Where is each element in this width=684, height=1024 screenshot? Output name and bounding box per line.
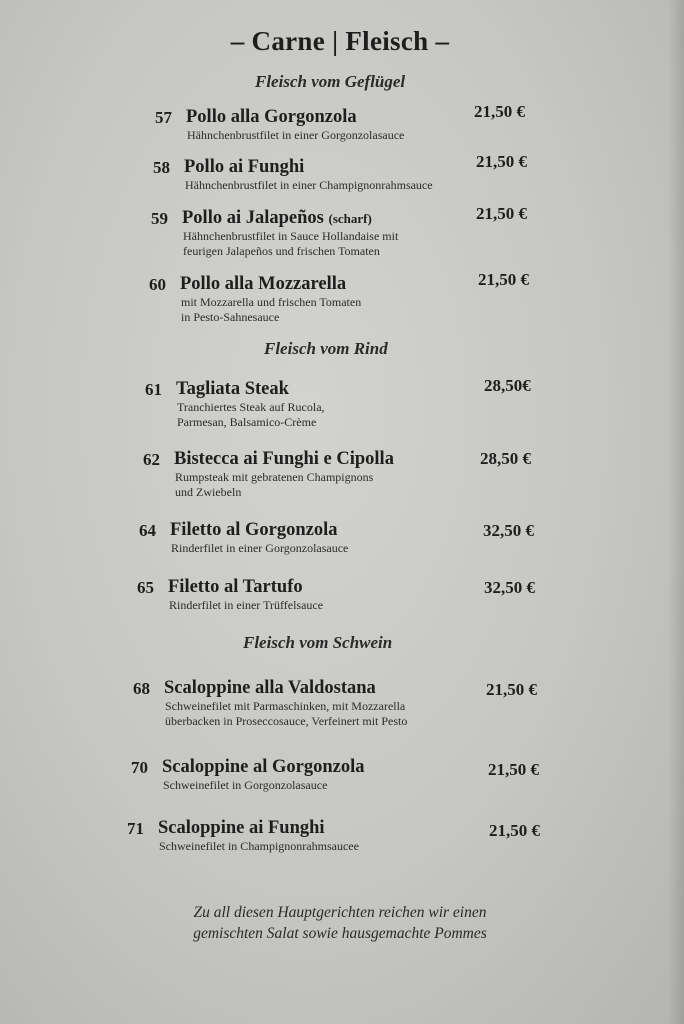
item-description-line: Schweinefilet in Gorgonzolasauce [163, 778, 328, 792]
item-description [175, 470, 373, 500]
item-name [182, 208, 372, 229]
item-number: 61 [145, 380, 162, 399]
item-description [183, 229, 398, 259]
item-description-line: Hähnchenbrustfilet in Sauce Hollandaise mit [183, 229, 399, 243]
item-name [180, 274, 346, 295]
item-description [165, 699, 407, 729]
item-number: 64 [139, 521, 156, 540]
item-name-text: Pollo ai Jalapeños [182, 208, 324, 228]
item-price: 21,50 € [486, 680, 537, 699]
item-name-text: Pollo alla Gorgonzola [186, 107, 357, 127]
item-number: 59 [151, 209, 168, 228]
item-description [159, 839, 359, 854]
item-description [177, 400, 325, 430]
item-number: 57 [155, 108, 172, 127]
item-name-text: Tagliata Steak [176, 379, 289, 399]
item-price: 32,50 € [484, 578, 535, 597]
item-description-line: Rumpsteak mit gebratenen Champignons [175, 470, 374, 484]
item-description-line: Tranchiertes Steak auf Rucola, [177, 400, 325, 414]
item-name-text: Scaloppine ai Funghi [158, 818, 325, 838]
item-description-line: Parmesan, Balsamico-Crème [177, 415, 317, 429]
item-price: 32,50 € [483, 521, 534, 540]
item-name-text: Scaloppine al Gorgonzola [162, 757, 365, 777]
item-name-text: Scaloppine alla Valdostana [164, 678, 376, 698]
item-name-text: Filetto al Gorgonzola [170, 520, 338, 540]
section-heading: Fleisch vom Geflügel [255, 72, 406, 91]
item-name-text: Filetto al Tartufo [168, 577, 303, 597]
item-description [185, 178, 433, 193]
item-price: 21,50 € [476, 204, 527, 223]
item-price: 21,50 € [488, 760, 539, 779]
item-number: 58 [153, 158, 170, 177]
item-name [174, 449, 394, 470]
item-number: 60 [149, 275, 166, 294]
item-description-line: Rinderfilet in einer Gorgonzolasauce [171, 541, 349, 555]
item-description [171, 541, 348, 556]
item-description-line: Hähnchenbrustfilet in einer Gorgonzolasauce [187, 128, 405, 142]
item-description [163, 778, 327, 793]
item-price: 28,50€ [484, 376, 531, 395]
item-name [186, 107, 357, 128]
footer-line: gemischten Salat sowie hausgemachte Pommes [193, 925, 487, 942]
item-name-text: Pollo ai Funghi [184, 157, 305, 177]
item-name [168, 577, 303, 598]
menu-title: – Carne | Fleisch – [230, 26, 450, 56]
item-description [187, 128, 404, 143]
footer-line: Zu all diesen Hauptgerichten reichen wir einen [193, 904, 487, 921]
item-name [184, 157, 304, 178]
item-description-line: und Zwiebeln [175, 485, 242, 499]
item-price: 21,50 € [489, 821, 540, 840]
item-description-line: Schweinefilet mit Parmaschinken, mit Mozzarella [165, 699, 406, 713]
item-number: 68 [133, 679, 150, 698]
item-note: (scharf) [328, 211, 372, 226]
item-description-line: feurigen Jalapeños und frischen Tomaten [183, 244, 380, 258]
item-name-text: Bistecca ai Funghi e Cipolla [174, 449, 394, 469]
item-number: 70 [131, 758, 148, 777]
item-price: 21,50 € [474, 102, 525, 121]
item-description [169, 598, 323, 613]
item-price: 28,50 € [480, 449, 531, 468]
item-price: 21,50 € [478, 270, 529, 289]
item-name [162, 757, 365, 778]
item-description-line: Rinderfilet in einer Trüffelsauce [169, 598, 324, 612]
page-edge-shadow [668, 0, 684, 1024]
item-description-line: Schweinefilet in Champignonrahmsaucee [159, 839, 359, 853]
item-name [164, 678, 376, 699]
section-heading: Fleisch vom Schwein [243, 633, 393, 652]
item-name [158, 818, 325, 839]
section-heading: Fleisch vom Rind [264, 339, 388, 358]
item-description-line: mit Mozzarella und frischen Tomaten [181, 295, 362, 309]
item-name [176, 379, 289, 400]
item-description-line: Hähnchenbrustfilet in einer Champignonrahmsauce [185, 178, 433, 192]
item-description-line: in Pesto-Sahnesauce [181, 310, 280, 324]
item-number: 62 [143, 450, 160, 469]
item-description [181, 295, 361, 325]
item-number: 71 [127, 819, 144, 838]
item-name-text: Pollo alla Mozzarella [180, 274, 347, 294]
item-description-line: überbacken in Proseccosauce, Verfeinert mit Pesto [165, 714, 408, 728]
item-number: 65 [137, 578, 154, 597]
item-price: 21,50 € [476, 152, 527, 171]
footer-note [150, 902, 530, 944]
item-name [170, 520, 338, 541]
